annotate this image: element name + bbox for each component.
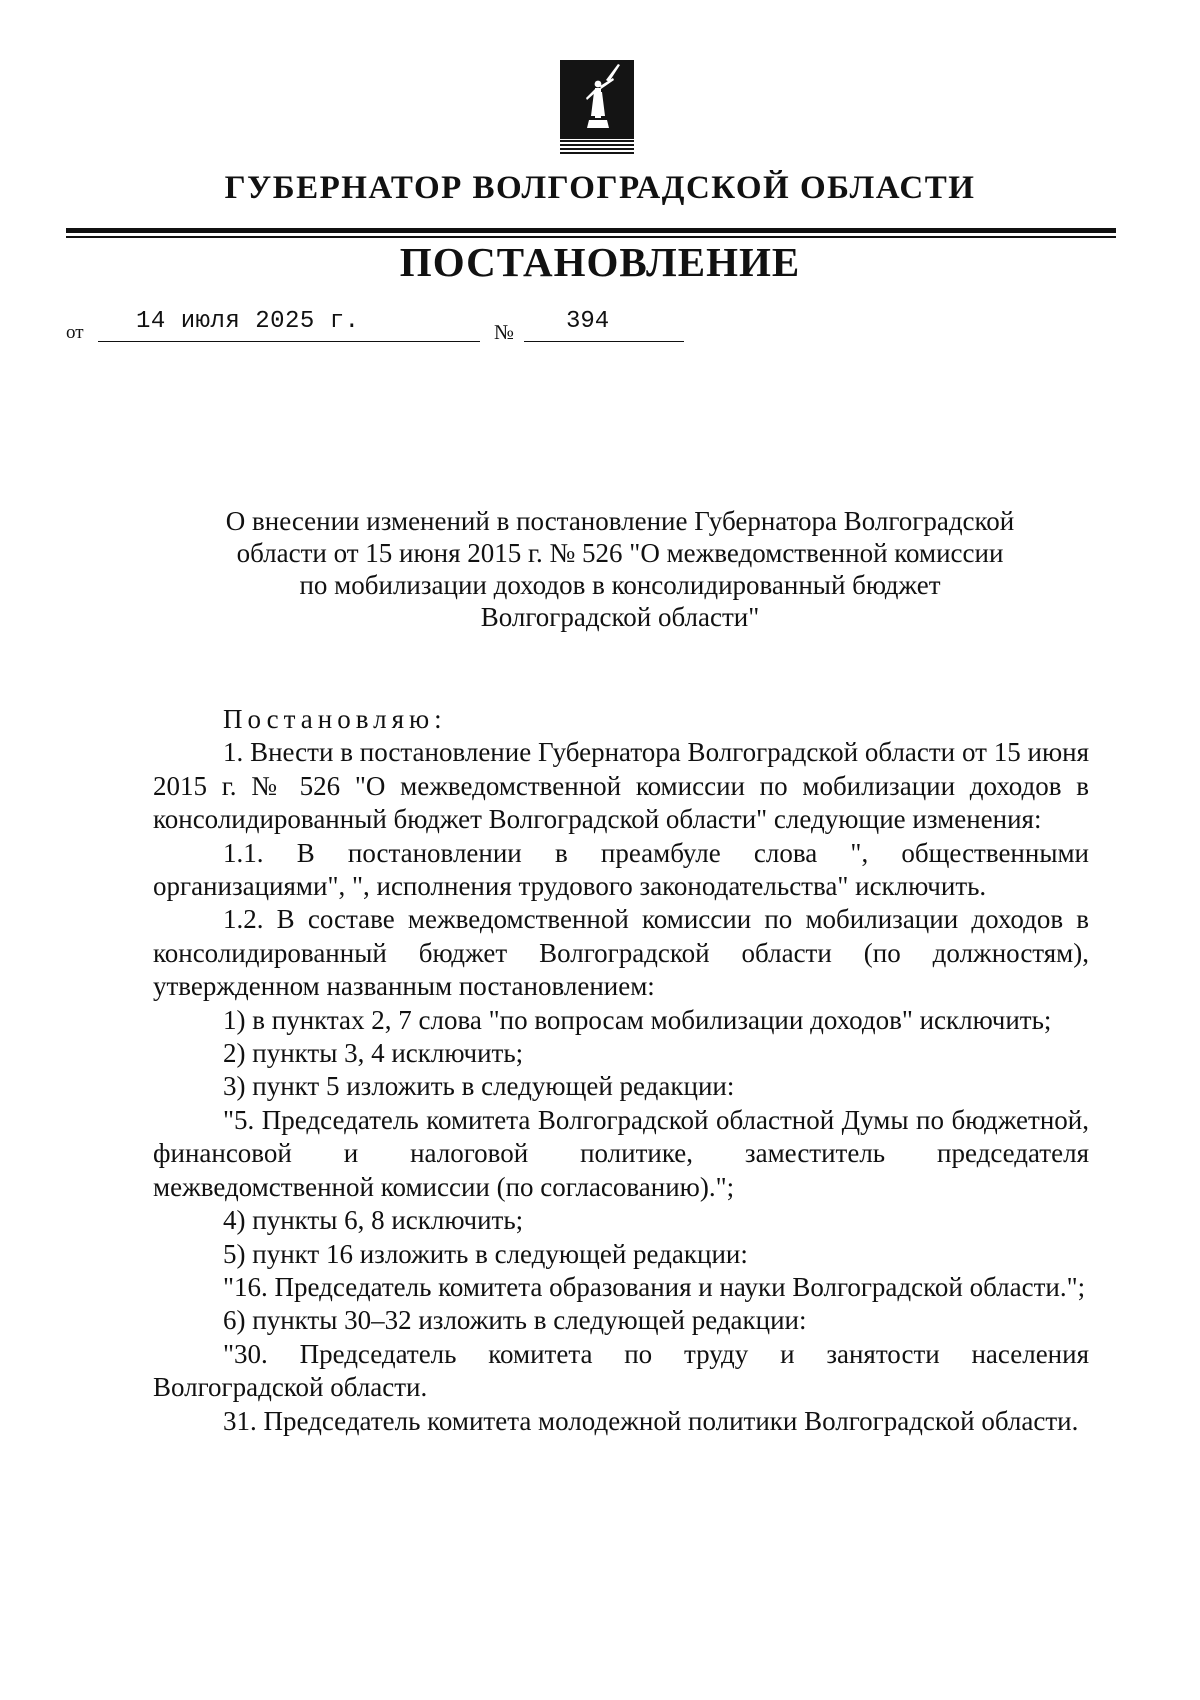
body-paragraph: "16. Председатель комитета образования и науки Волгоградской области."; — [223, 1271, 1086, 1302]
header-divider-thick — [66, 228, 1116, 233]
body-paragraph: 4) пункты 6, 8 исключить; — [223, 1205, 524, 1236]
number-prefix: № — [494, 320, 515, 344]
body-paragraph: 1. Внести в постановление Губернатора Волгоградской области от 15 июня 2015 г. № 526 "О межведомственной комиссии по мобилизации доходов в консолидированный бюджет Волгоградской области" следующие изменения: — [153, 737, 1089, 835]
body-paragraph: 1.1. В постановлении в преамбуле слова ", общественными организациями", ", исполнения трудового законодательства" исключить. — [153, 837, 1089, 902]
body-paragraph: 31. Председатель комитета молодежной политики Волгоградской области. — [223, 1405, 1079, 1436]
document-body — [153, 703, 1089, 1438]
decree-word: Постановляю: — [223, 704, 447, 734]
body-paragraph: "30. Председатель комитета по труду и занятости населения Волгоградской области. — [153, 1338, 1089, 1403]
body-paragraph: 6) пункты 30–32 изложить в следующей редакции: — [223, 1305, 807, 1336]
body-paragraph: 5) пункт 16 изложить в следующей редакции: — [223, 1238, 748, 1269]
document-subject — [130, 505, 1110, 633]
issuing-authority: ГУБЕРНАТОР ВОЛГОГРАДСКОЙ ОБЛАСТИ — [224, 170, 976, 206]
subject-line: О внесении изменений в постановление Губернатора Волгоградской — [225, 506, 1015, 536]
date-prefix: от — [66, 322, 84, 343]
subject-line: по мобилизации доходов в консолидированный бюджет — [299, 570, 941, 600]
document-number: 394 — [566, 308, 610, 335]
body-paragraph: 1.2. В составе межведомственной комиссии по мобилизации доходов в консолидированный бюджет Волгоградской области (по должностям), утвержденном названным постановлением: — [153, 904, 1089, 1002]
body-paragraph: "5. Председатель комитета Волгоградской областной Думы по бюджетной, финансовой и налоговой политике, заместитель председателя межведомственной комиссии (по согласованию)."; — [153, 1104, 1089, 1202]
number-underline — [524, 341, 684, 342]
document-type-title: ПОСТАНОВЛЕНИЕ — [399, 239, 801, 285]
body-paragraph: 1) в пунктах 2, 7 слова "по вопросам мобилизации доходов" исключить; — [223, 1004, 1052, 1035]
date-underline — [98, 341, 480, 342]
document-date: 14 июля 2025 г. — [136, 308, 360, 335]
subject-line: области от 15 июня 2015 г. № 526 "О межведомственной комиссии — [236, 538, 1004, 568]
body-paragraph: 3) пункт 5 изложить в следующей редакции: — [223, 1071, 735, 1102]
body-paragraph: 2) пункты 3, 4 исключить; — [223, 1038, 524, 1069]
subject-line: Волгоградской области" — [480, 602, 760, 632]
coat-of-arms-icon — [558, 58, 636, 156]
